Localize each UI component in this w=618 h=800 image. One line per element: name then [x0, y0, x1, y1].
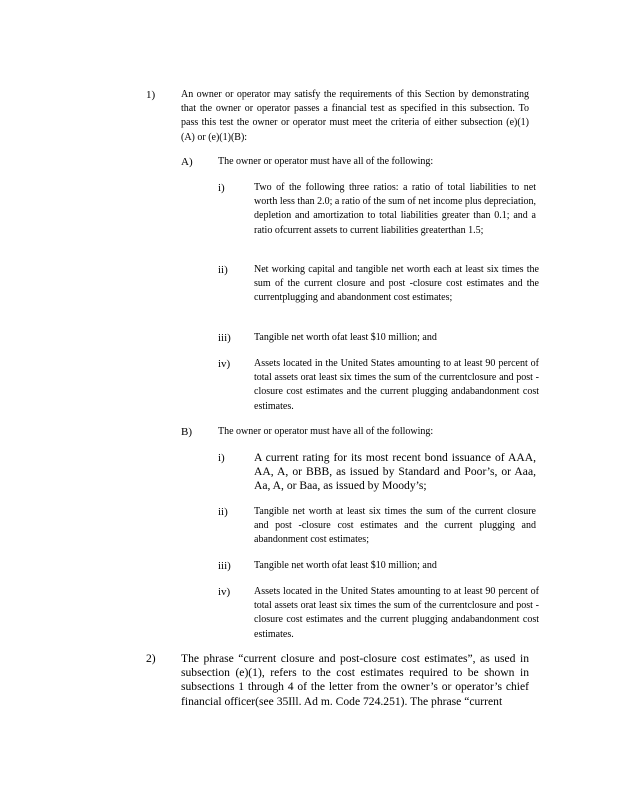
subsection-paragraph: The owner or operator must have all of the following: — [218, 156, 434, 167]
list-item-label: iii) — [218, 332, 231, 344]
subsection-label: B) — [181, 426, 192, 438]
section-paragraph: An owner or operator may satisfy the requirements of this Section by demonstrating that the owner or operator passes a financial test as specified in this subsection. To pass this test the owner or operator must meet the criteria of either subsection (e)(1)(A) or (e)(1)(B): — [181, 89, 529, 143]
list-item-text: A current rating for its most recent bond issuance of AAA, AA, A, or BBB, as issued by Standard and Poor’s, or Aaa, Aa, A, or Baa, as issued by Moody’s; — [254, 451, 536, 493]
list-item-label: i) — [218, 182, 225, 194]
list-item-label: ii) — [218, 264, 228, 276]
list-item-text: Assets located in the United States amounting to at least 90 percent of total assets orat least six times the sum of the currentclosure and post -closure cost estimates and the current plugging andabandonment cost estimates. — [254, 586, 539, 640]
list-item-text: Tangible net worth ofat least $10 million; and — [254, 560, 437, 571]
list-item-text: Net working capital and tangible net worth each at least six times the sum of the current closure and post -closure cost estimates and the currentplugging and abandonment cost estimates; — [254, 264, 539, 304]
section-paragraph: The phrase “current closure and post-closure cost estimates”, as used in subsection (e)(1), refers to the cost estimates required to be shown in subsections 1 through 4 of the letter from the owner’s or operator’s chief financial officer(see 35Ill. Ad m. Code 724.251). The phrase “current — [181, 652, 529, 708]
list-item-text: Assets located in the United States amounting to at least 90 percent of total assets orat least six times the sum of the currentclosure and post -closure cost estimates and the current plugging andabandonment cost estimates. — [254, 358, 539, 412]
section-number: 1) — [146, 89, 156, 101]
list-item-label: iv) — [218, 586, 231, 598]
list-item-label: i) — [218, 452, 225, 464]
list-item-text: Tangible net worth ofat least $10 million; and — [254, 332, 437, 343]
list-item-text: Tangible net worth at least six times the sum of the current closure and post -closure cost estimates and the current plugging and abandonment cost estimates; — [254, 506, 536, 546]
list-item-label: iv) — [218, 358, 231, 370]
subsection-paragraph: The owner or operator must have all of the following: — [218, 426, 434, 437]
list-item-text: Two of the following three ratios: a ratio of total liabilities to net worth less than 2.0; a ratio of the sum of net income plus depreciation, depletion and amortization to total liabilities greater than 0.1; and a ratio ofcurrent assets to current liabilities greaterthan 1.5; — [254, 182, 536, 236]
list-item-label: ii) — [218, 506, 228, 518]
list-item-label: iii) — [218, 560, 231, 572]
subsection-label: A) — [181, 156, 193, 168]
section-number: 2) — [146, 652, 156, 665]
